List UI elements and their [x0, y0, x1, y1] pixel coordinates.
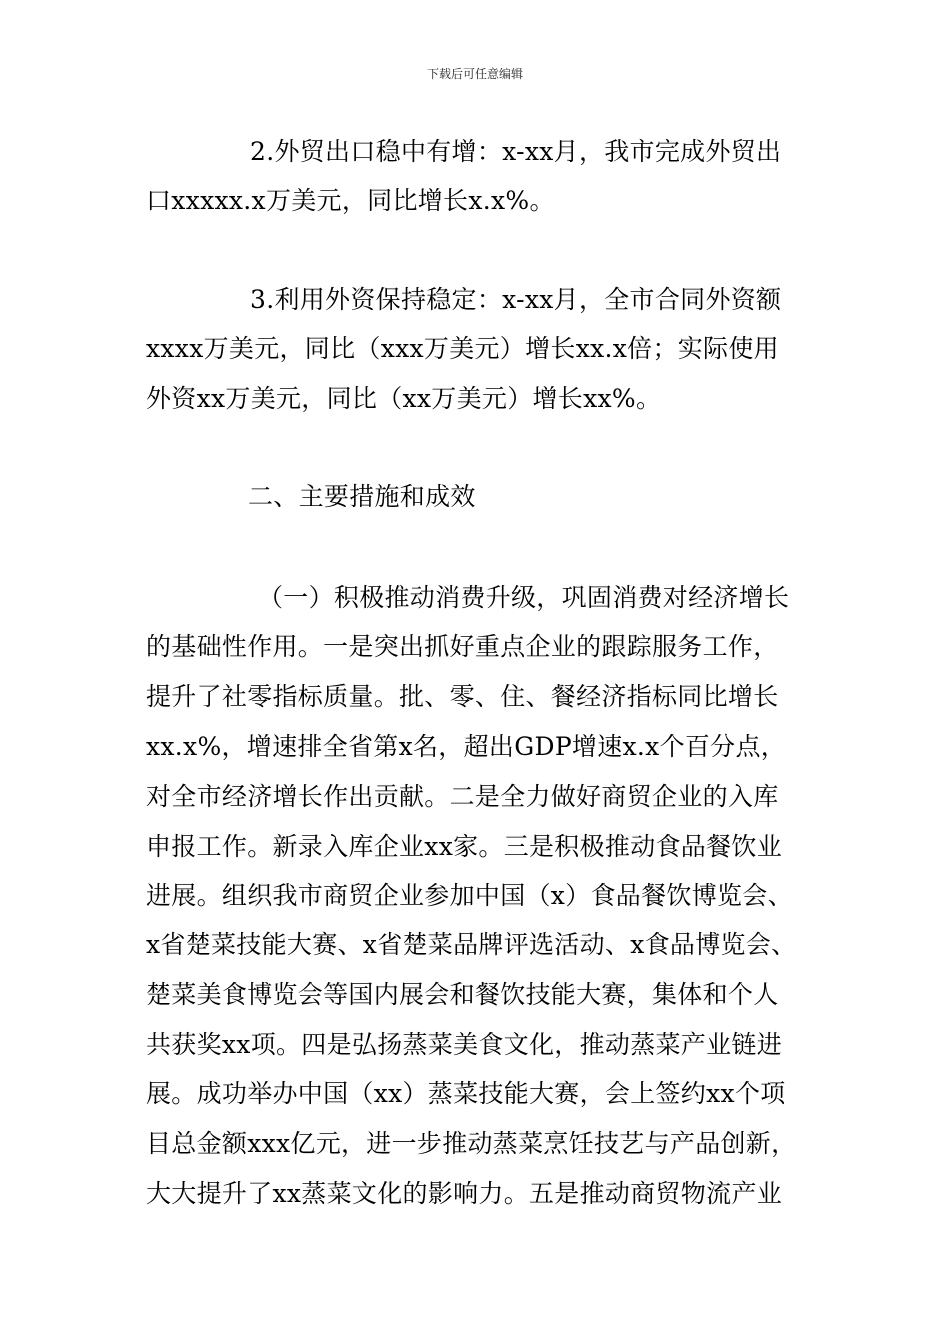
paragraph-line: 外资xx万美元，同比（xx万美元）增长xx%。 [146, 384, 662, 413]
paragraph-line: x省楚菜技能大赛、x省楚菜品牌评选活动、x食品博览会、 [146, 930, 797, 959]
paragraph-line: 大大提升了xx蒸菜文化的影响力。五是推动商贸物流产业 [146, 1179, 783, 1208]
paragraph-line: 提升了社零指标质量。批、零、住、餐经济指标同比增长 [146, 682, 779, 711]
paragraph-line: xxxx万美元，同比（xxx万美元）增长xx.x倍；实际使用 [146, 334, 779, 363]
paragraph-line: 2.外贸出口稳中有增：x-xx月，我市完成外贸出 [250, 137, 782, 166]
paragraph-line: xx.x%，增速排全省第x名，超出GDP增速x.x个百分点， [146, 732, 787, 761]
paragraph-line: （一）积极推动消费升级，巩固消费对经济增长 [258, 583, 790, 612]
paragraph-line: 目总金额xxx亿元，进一步推动蒸菜烹饪技艺与产品创新， [146, 1129, 797, 1158]
paragraph-line: 的基础性作用。一是突出抓好重点企业的跟踪服务工作， [146, 632, 779, 661]
paragraph-line: 口xxxxx.x万美元，同比增长x.x%。 [146, 186, 555, 215]
paragraph-line: 对全市经济增长作出贡献。二是全力做好商贸企业的入库 [146, 782, 779, 811]
paragraph-line: 3.利用外资保持稳定：x-xx月，全市合同外资额 [250, 285, 782, 314]
paragraph-line: 展。成功举办中国（xx）蒸菜技能大赛，会上签约xx个项 [146, 1079, 786, 1108]
paragraph-line: 共获奖xx项。四是弘扬蒸菜美食文化，推动蒸菜产业链进 [146, 1030, 783, 1059]
section-heading: 二、主要措施和成效 [248, 482, 476, 511]
paragraph-line: 进展。组织我市商贸企业参加中国（x）食品餐饮博览会、 [146, 881, 793, 910]
paragraph-line: 申报工作。新录入库企业xx家。三是积极推动食品餐饮业 [146, 832, 783, 861]
page-header: 下载后可任意编辑 [426, 67, 523, 81]
paragraph-line: 楚菜美食博览会等国内展会和餐饮技能大赛，集体和个人 [146, 980, 779, 1009]
